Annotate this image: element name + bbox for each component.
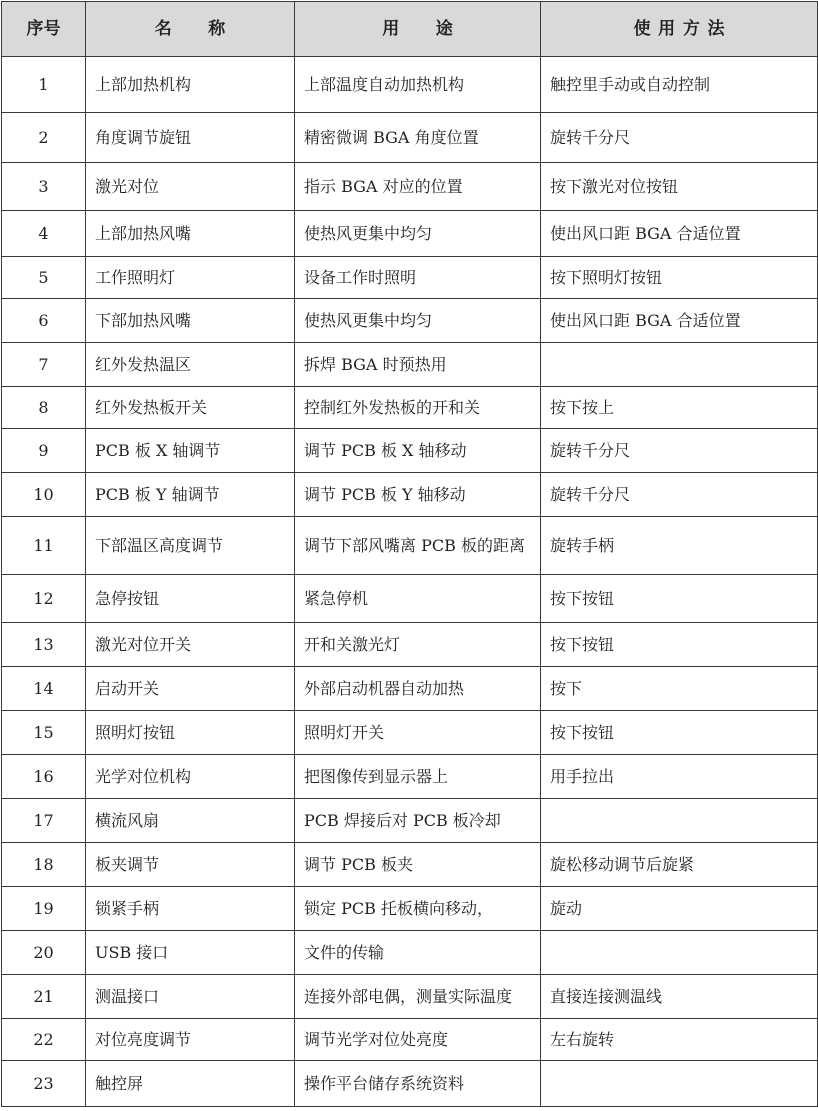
cell-index: 12 bbox=[2, 575, 86, 623]
table-row bbox=[2, 211, 818, 257]
cell-purpose: 拆焊 BGA 时预热用 bbox=[295, 343, 541, 387]
cell-purpose: 精密微调 BGA 角度位置 bbox=[295, 113, 541, 163]
cell-name: 下部加热风嘴 bbox=[86, 299, 295, 343]
cell-usage bbox=[541, 799, 818, 843]
cell-name: 锁紧手柄 bbox=[86, 887, 295, 931]
header-name: 名 称 bbox=[86, 2, 295, 57]
table-row bbox=[2, 931, 818, 975]
cell-purpose: 外部启动机器自动加热 bbox=[295, 667, 541, 711]
cell-usage: 触控里手动或自动控制 bbox=[541, 57, 818, 113]
cell-usage: 用手拉出 bbox=[541, 755, 818, 799]
cell-name: 下部温区高度调节 bbox=[86, 517, 295, 575]
table-row bbox=[2, 887, 818, 931]
table-row bbox=[2, 975, 818, 1019]
cell-index: 7 bbox=[2, 343, 86, 387]
cell-index: 9 bbox=[2, 429, 86, 473]
cell-name: 上部加热风嘴 bbox=[86, 211, 295, 257]
cell-usage bbox=[541, 1061, 818, 1107]
cell-usage: 按下按钮 bbox=[541, 575, 818, 623]
cell-purpose: 紧急停机 bbox=[295, 575, 541, 623]
table-row bbox=[2, 113, 818, 163]
cell-usage: 使出风口距 BGA 合适位置 bbox=[541, 211, 818, 257]
table-row bbox=[2, 57, 818, 113]
table-row bbox=[2, 299, 818, 343]
cell-name: 红外发热板开关 bbox=[86, 387, 295, 429]
cell-name: 工作照明灯 bbox=[86, 257, 295, 299]
cell-usage: 旋动 bbox=[541, 887, 818, 931]
cell-index: 4 bbox=[2, 211, 86, 257]
cell-name: 测温接口 bbox=[86, 975, 295, 1019]
table-row bbox=[2, 387, 818, 429]
table-row bbox=[2, 667, 818, 711]
cell-usage: 按下按钮 bbox=[541, 623, 818, 667]
cell-usage: 按下 bbox=[541, 667, 818, 711]
table-row bbox=[2, 575, 818, 623]
table-row bbox=[2, 799, 818, 843]
cell-purpose: 使热风更集中均匀 bbox=[295, 299, 541, 343]
cell-usage: 旋转千分尺 bbox=[541, 429, 818, 473]
cell-purpose: 照明灯开关 bbox=[295, 711, 541, 755]
cell-index: 20 bbox=[2, 931, 86, 975]
cell-purpose: 调节 PCB 板夹 bbox=[295, 843, 541, 887]
header-purpose: 用 途 bbox=[295, 2, 541, 57]
table-row bbox=[2, 429, 818, 473]
cell-name: 光学对位机构 bbox=[86, 755, 295, 799]
table-header-row bbox=[2, 2, 818, 57]
cell-name: 对位亮度调节 bbox=[86, 1019, 295, 1061]
cell-name: PCB 板 Y 轴调节 bbox=[86, 473, 295, 517]
cell-name: 急停按钮 bbox=[86, 575, 295, 623]
cell-index: 2 bbox=[2, 113, 86, 163]
table-row bbox=[2, 1019, 818, 1061]
cell-index: 3 bbox=[2, 163, 86, 211]
cell-index: 21 bbox=[2, 975, 86, 1019]
cell-usage bbox=[541, 343, 818, 387]
header-index: 序号 bbox=[2, 2, 86, 57]
cell-purpose: 锁定 PCB 托板横向移动， bbox=[295, 887, 541, 931]
table-row bbox=[2, 257, 818, 299]
cell-index: 5 bbox=[2, 257, 86, 299]
cell-purpose: 使热风更集中均匀 bbox=[295, 211, 541, 257]
cell-purpose: 上部温度自动加热机构 bbox=[295, 57, 541, 113]
cell-usage: 旋转千分尺 bbox=[541, 113, 818, 163]
cell-name: 上部加热机构 bbox=[86, 57, 295, 113]
cell-name: 角度调节旋钮 bbox=[86, 113, 295, 163]
table-row bbox=[2, 343, 818, 387]
cell-usage: 旋转手柄 bbox=[541, 517, 818, 575]
cell-purpose: 控制红外发热板的开和关 bbox=[295, 387, 541, 429]
cell-usage: 按下激光对位按钮 bbox=[541, 163, 818, 211]
cell-purpose: 调节 PCB 板 Y 轴移动 bbox=[295, 473, 541, 517]
cell-name: 横流风扇 bbox=[86, 799, 295, 843]
cell-index: 16 bbox=[2, 755, 86, 799]
cell-usage bbox=[541, 931, 818, 975]
cell-purpose: 文件的传输 bbox=[295, 931, 541, 975]
cell-purpose: 设备工作时照明 bbox=[295, 257, 541, 299]
cell-index: 10 bbox=[2, 473, 86, 517]
cell-index: 13 bbox=[2, 623, 86, 667]
cell-index: 1 bbox=[2, 57, 86, 113]
cell-name: 激光对位 bbox=[86, 163, 295, 211]
cell-name: 板夹调节 bbox=[86, 843, 295, 887]
table-row bbox=[2, 163, 818, 211]
cell-usage: 按下按上 bbox=[541, 387, 818, 429]
cell-index: 18 bbox=[2, 843, 86, 887]
parts-table bbox=[1, 1, 818, 1107]
cell-purpose: 操作平台储存系统资料 bbox=[295, 1061, 541, 1107]
cell-index: 22 bbox=[2, 1019, 86, 1061]
cell-index: 23 bbox=[2, 1061, 86, 1107]
cell-name: 启动开关 bbox=[86, 667, 295, 711]
cell-usage: 旋转千分尺 bbox=[541, 473, 818, 517]
cell-name: PCB 板 X 轴调节 bbox=[86, 429, 295, 473]
cell-purpose: 指示 BGA 对应的位置 bbox=[295, 163, 541, 211]
cell-purpose: PCB 焊接后对 PCB 板冷却 bbox=[295, 799, 541, 843]
cell-purpose: 调节光学对位处亮度 bbox=[295, 1019, 541, 1061]
table-body bbox=[2, 57, 818, 1107]
table-row bbox=[2, 755, 818, 799]
cell-purpose: 开和关激光灯 bbox=[295, 623, 541, 667]
cell-index: 15 bbox=[2, 711, 86, 755]
cell-usage: 按下照明灯按钮 bbox=[541, 257, 818, 299]
table-row bbox=[2, 711, 818, 755]
cell-name: USB 接口 bbox=[86, 931, 295, 975]
cell-usage: 直接连接测温线 bbox=[541, 975, 818, 1019]
table-row bbox=[2, 1061, 818, 1107]
cell-index: 14 bbox=[2, 667, 86, 711]
table-row bbox=[2, 473, 818, 517]
cell-index: 6 bbox=[2, 299, 86, 343]
table-row bbox=[2, 843, 818, 887]
cell-purpose: 连接外部电偶，测量实际温度 bbox=[295, 975, 541, 1019]
cell-usage: 旋松移动调节后旋紧 bbox=[541, 843, 818, 887]
table-row bbox=[2, 517, 818, 575]
cell-name: 触控屏 bbox=[86, 1061, 295, 1107]
cell-index: 19 bbox=[2, 887, 86, 931]
header-usage: 使用方法 bbox=[541, 2, 818, 57]
cell-name: 激光对位开关 bbox=[86, 623, 295, 667]
cell-purpose: 调节 PCB 板 X 轴移动 bbox=[295, 429, 541, 473]
cell-purpose: 把图像传到显示器上 bbox=[295, 755, 541, 799]
cell-usage: 按下按钮 bbox=[541, 711, 818, 755]
cell-usage: 左右旋转 bbox=[541, 1019, 818, 1061]
cell-usage: 使出风口距 BGA 合适位置 bbox=[541, 299, 818, 343]
cell-index: 8 bbox=[2, 387, 86, 429]
cell-name: 红外发热温区 bbox=[86, 343, 295, 387]
cell-purpose: 调节下部风嘴离 PCB 板的距离 bbox=[295, 517, 541, 575]
cell-index: 11 bbox=[2, 517, 86, 575]
cell-name: 照明灯按钮 bbox=[86, 711, 295, 755]
cell-index: 17 bbox=[2, 799, 86, 843]
table-row bbox=[2, 623, 818, 667]
